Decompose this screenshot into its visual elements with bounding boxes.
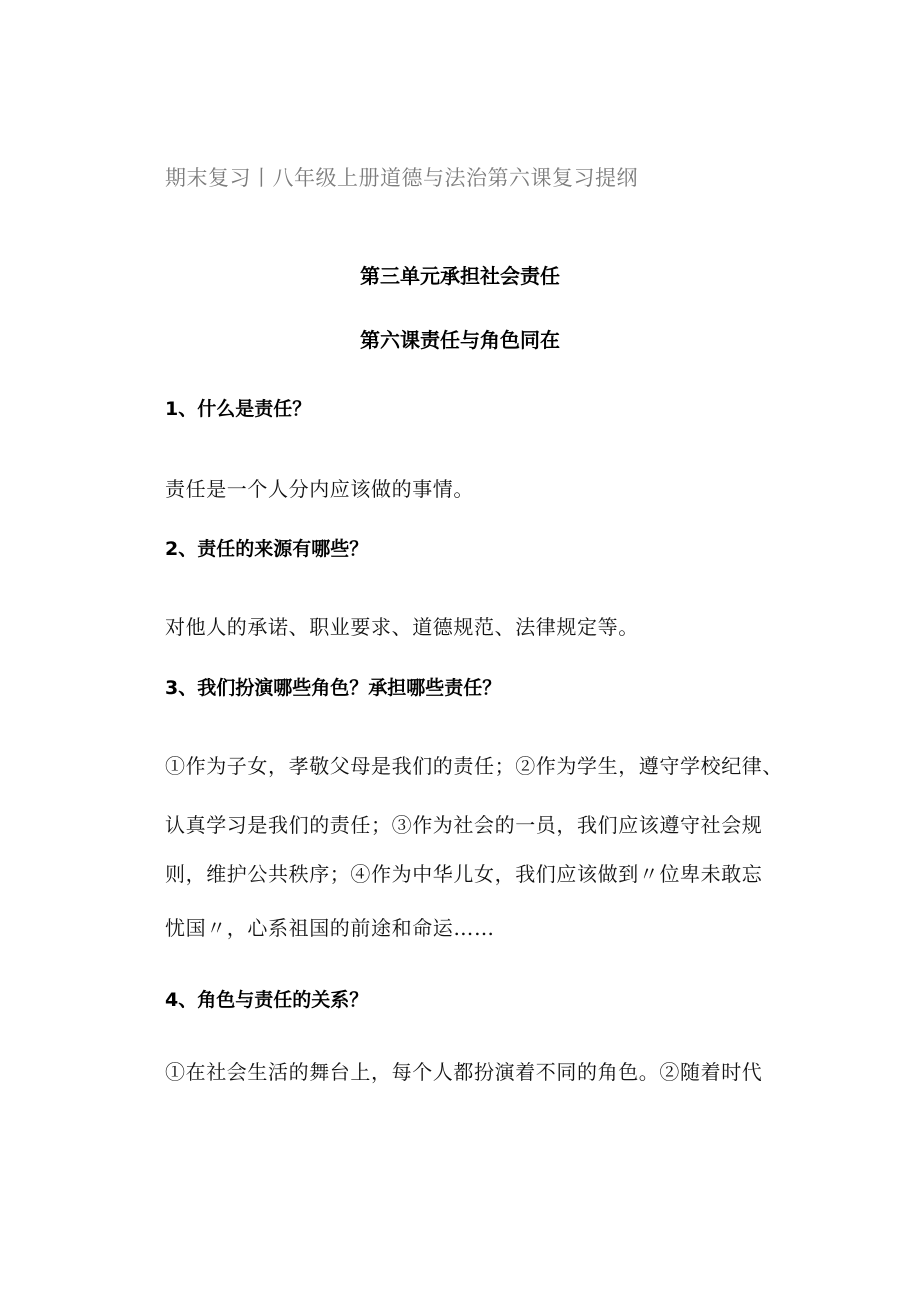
unit-heading: 第三单元承担社会责任 [360,264,560,288]
question-4: 4、角色与责任的关系？ [165,989,369,1011]
document-title: 期末复习丨八年级上册道德与法治第六课复习提纲 [165,166,638,190]
question-1: 1、什么是责任？ [165,398,312,420]
lesson-heading: 第六课责任与角色同在 [360,328,560,352]
answer-1: 责任是一个人分内应该做的事情。 [165,477,474,501]
question-3: 3、我们扮演哪些角色？承担哪些责任？ [165,677,502,699]
answer-4-line: ①在社会生活的舞台上，每个人都扮演着不同的角色。②随着时代 [165,1060,763,1084]
answer-3-line: 忧国〃，心系祖国的前途和命运…… [165,916,495,940]
answer-3-line: 则，维护公共秩序；④作为中华儿女，我们应该做到〃位卑未敢忘 [165,862,763,886]
answer-3-line: ①作为子女，孝敬父母是我们的责任；②作为学生，遵守学校纪律、 [165,754,783,778]
answer-2: 对他人的承诺、职业要求、道德规范、法律规定等。 [165,615,639,639]
question-2: 2、责任的来源有哪些？ [165,538,369,560]
answer-3-line: 认真学习是我们的责任；③作为社会的一员，我们应该遵守社会规 [165,813,763,837]
